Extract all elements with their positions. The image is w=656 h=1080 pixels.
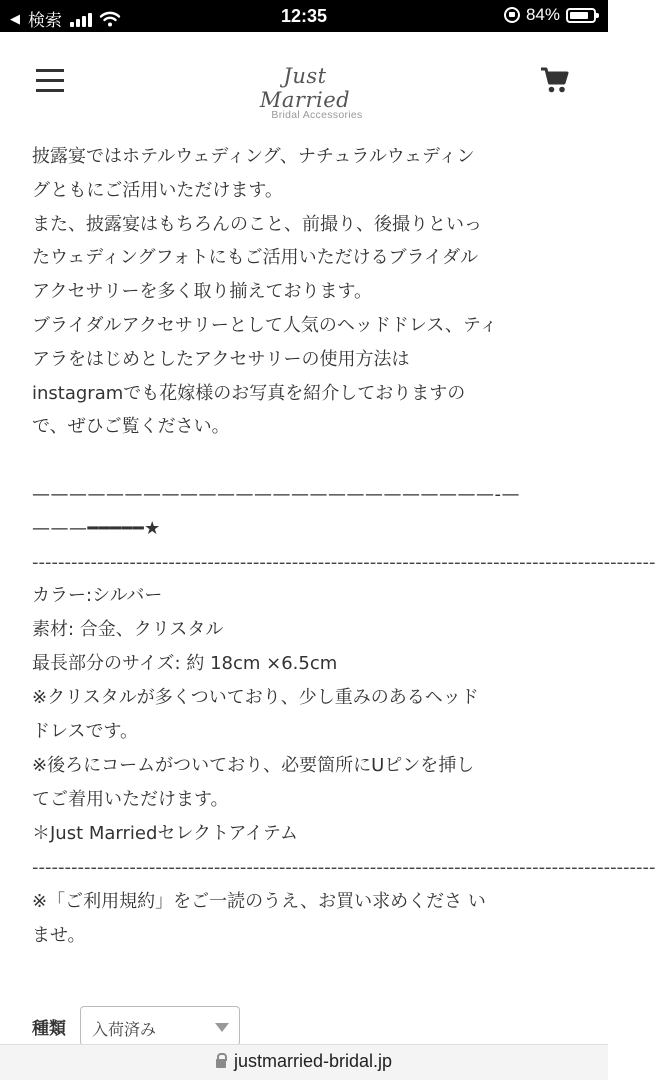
hamburger-menu-icon[interactable] [36,69,64,93]
battery-fill [570,12,588,19]
spec-line: てご着用いただけます。 [32,789,229,811]
clock: 12:35 [280,6,328,26]
logo-wordmark: Just Married [259,64,351,112]
orientation-lock-icon [504,7,520,23]
variant-select-value: 入荷済み [92,1020,157,1039]
url-display[interactable] [0,1051,608,1072]
description-line: アクセサリーを多く取り揃えております。 [32,281,373,303]
back-to-search-label[interactable]: 検索 [28,11,62,30]
star-separator: ———━━━━━★ [32,517,161,539]
browser-url-bar[interactable] [0,1044,608,1080]
spec-line: カラー:シルバー [32,585,163,607]
product-description [32,140,656,953]
site-header [0,32,608,132]
back-arrow-icon[interactable]: ◀ [10,10,20,26]
dashed-divider: ------------------------------------------------------------------------------------------------ [32,857,656,879]
notice-line: ませ。 [32,924,86,946]
lock-icon [216,1059,226,1068]
variant-selector-row [32,1006,240,1046]
variant-select[interactable] [80,1006,240,1046]
site-logo[interactable] [235,64,375,121]
description-line: で、ぜひご覧ください。 [32,416,230,438]
description-line: たウェディングフォトにもご活用いただけるブライダル [32,247,479,269]
spec-line: 最長部分のサイズ: 約 18cm ×6.5cm [32,653,338,675]
description-line: グともにご活用いただけます。 [32,179,283,201]
description-line: アラをはじめとしたアクセサリーの使用方法は [32,348,410,370]
spec-line: ※後ろにコームがついており、必要箇所にUピンを挿し [32,755,475,777]
description-line: 披露宴ではホテルウェディング、ナチュラルウェディン [32,146,475,167]
status-bar [0,0,608,32]
spec-line: 素材: 合金、クリスタル [32,619,224,641]
battery-icon [566,8,596,23]
description-line: ブライダルアクセサリーとして人気のヘッドドレス、ティ [32,314,498,336]
star-separator: —————————————————————————-— [32,483,520,505]
status-right [504,5,596,25]
spec-line: ＊Just Marriedセレクトアイテム [32,823,298,845]
url-text: justmarried-bridal.jp [233,1051,393,1071]
description-line: また、披露宴はもちろんのこと、前撮り、後撮りといっ [32,213,482,235]
spec-line: ※クリスタルが多くついており、少し重みのあるヘッド [32,687,479,709]
battery-percent: 84% [525,5,560,24]
dashed-divider: ------------------------------------------------------------------------------------------------ [32,551,656,573]
spacer [32,444,577,478]
dropdown-arrow-icon [215,1023,229,1032]
description-line: instagramでも花嫁様のお写真を紹介しておりますの [32,382,466,404]
spec-line: ドレスです。 [32,721,139,743]
logo-tagline: Bridal Accessories [271,109,363,121]
notice-line: ※「ご利用規約」をご一読のうえ、お買い求めくださ い [32,891,486,913]
shopping-cart-icon[interactable] [540,66,570,94]
variant-label: 種類 [32,1018,66,1039]
